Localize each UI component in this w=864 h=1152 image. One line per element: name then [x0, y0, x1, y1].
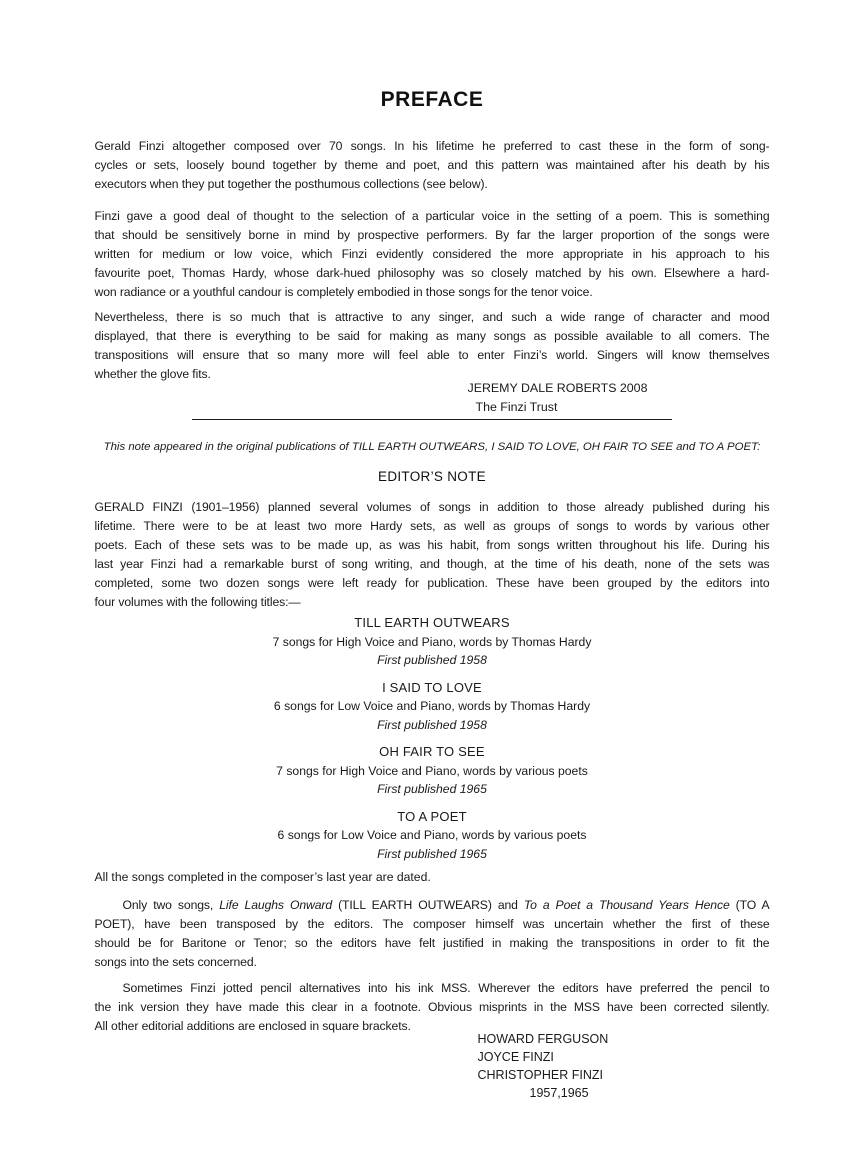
volume-to-a-poet: [95, 808, 770, 864]
editors-signatures: [478, 1030, 770, 1102]
signature-name: CHRISTOPHER FINZI: [477, 1068, 603, 1082]
volume-published: First published 1965: [377, 782, 487, 796]
volume-published: First published 1958: [377, 653, 487, 667]
volume-title: TO A POET: [397, 808, 467, 824]
preface-paragraph-2: [95, 207, 770, 302]
volume-title: OH FAIR TO SEE: [379, 744, 485, 759]
text-line: written for medium or low voice, which Finzi evidently considered the more appropriate in his approach to his: [94, 247, 770, 261]
text-line: POET), have been transposed by the editors. The composer himself was uncertain whether the first of these: [94, 917, 770, 931]
signature-dates: 1957,1965: [529, 1086, 589, 1100]
volume-description: 6 songs for Low Voice and Piano, words by various poets: [277, 828, 587, 842]
preface-signature: [468, 379, 770, 417]
page-content: [95, 0, 770, 1102]
text-line: that should be sensitively borne in mind by prospective performers. By far the larger proportion of the songs were: [94, 228, 770, 242]
text-segment: Only two songs,: [122, 898, 220, 912]
volume-description: 7 songs for High Voice and Piano, words by various poets: [276, 763, 588, 778]
text-line: poets. Each of these sets was to be made up, as was his habit, from songs written throughout his life. During his: [94, 538, 770, 552]
text-line: GERALD FINZI (1901–1956) planned several volumes of songs in addition to those already published during his: [94, 500, 770, 514]
signature-name: JEREMY DALE ROBERTS 2008: [467, 381, 648, 395]
paragraph-transposed: [95, 896, 770, 972]
editors-note-heading: EDITOR’S NOTE: [378, 469, 486, 484]
volume-till-earth-outwears: [95, 614, 770, 670]
italic-text: To a Poet a Thousand Years Hence: [523, 898, 730, 912]
volume-title: I SAID TO LOVE: [382, 679, 482, 695]
text-line: whether the glove fits.: [94, 367, 211, 381]
text-line: Sometimes Finzi jotted pencil alternatives into his ink MSS. Wherever the editors have preferred the pencil to: [122, 981, 770, 995]
text-segment: (TILL EARTH OUTWEARS) and: [332, 898, 524, 912]
text-line: lifetime. There were to be at least two more Hardy sets, as well as groups of songs to words by various other: [94, 519, 770, 533]
text-segment: (TO A: [729, 898, 770, 912]
text-line: displayed, that there is everything to be said for making as many songs as possible available to all comers. The: [94, 329, 770, 343]
italic-text: Life Laughs Onward: [219, 898, 333, 912]
editors-note-paragraph-1: [95, 498, 770, 612]
page-title: PREFACE: [380, 88, 484, 111]
preface-paragraph-3: [95, 308, 770, 384]
paragraph-pencil: [95, 979, 770, 1036]
text-line: four volumes with the following titles:—: [94, 595, 301, 609]
signature-name: JOYCE FINZI: [477, 1050, 554, 1064]
text-line: songs into the sets concerned.: [94, 955, 257, 969]
text-line: Gerald Finzi altogether composed over 70 songs. In his lifetime he preferred to cast these in the form of song-: [94, 139, 770, 153]
text-line: executors when they put together the posthumous collections (see below).: [94, 177, 488, 191]
text-line: All other editorial additions are enclosed in square brackets.: [94, 1019, 411, 1033]
text-line: last year Finzi had a remarkable burst of song writing, and though, at the time of his death, none of the sets was: [94, 557, 770, 571]
section-divider: [192, 419, 672, 420]
text-line: [95, 896, 770, 915]
volume-published: First published 1965: [377, 846, 487, 861]
volume-published: First published 1958: [377, 717, 487, 732]
volume-title: TILL EARTH OUTWEARS: [354, 615, 510, 630]
text-line: Nevertheless, there is so much that is attractive to any singer, and such a wide range of character and mood: [94, 310, 770, 324]
paragraph-dated: All the songs completed in the composer’s last year are dated.: [94, 870, 431, 884]
text-line: Finzi gave a good deal of thought to the selection of a particular voice in the setting of a poem. This is something: [94, 209, 770, 223]
text-line: won radiance or a youthful candour is completely embodied in those songs for the tenor voice.: [94, 285, 593, 299]
preface-paragraph-1: [95, 137, 770, 194]
text-line: favourite poet, Thomas Hardy, whose dark-hued philosophy was so closely matched by his own. Elsewhere a hard-: [94, 266, 770, 280]
signature-name: HOWARD FERGUSON: [477, 1032, 609, 1046]
text-line: should be for Baritone or Tenor; so the editors have felt justified in making the transpositions in order to fit the: [94, 936, 770, 950]
editors-note-intro: This note appeared in the original publications of TILL EARTH OUTWEARS, I SAID TO LOVE, OH FAIR TO SEE and TO A POET:: [103, 441, 761, 453]
volume-i-said-to-love: [95, 679, 770, 735]
volume-description: 7 songs for High Voice and Piano, words by Thomas Hardy: [272, 634, 592, 649]
volume-description: 6 songs for Low Voice and Piano, words by Thomas Hardy: [273, 699, 591, 713]
text-line: cycles or sets, loosely bound together by theme and poet, and this pattern was maintained after his death by his: [94, 158, 770, 172]
text-line: the ink version they have made this clear in a footnote. Obvious misprints in the MSS have been corrected silently.: [94, 1000, 770, 1014]
text-line: completed, some two dozen songs were left ready for publication. These have been grouped by the editors into: [94, 576, 770, 590]
text-line: transpositions will ensure that so many more will feel able to enter Finzi’s world. Singers will know themselves: [94, 348, 770, 362]
signature-organisation: The Finzi Trust: [475, 400, 558, 414]
volume-oh-fair-to-see: [95, 743, 770, 799]
